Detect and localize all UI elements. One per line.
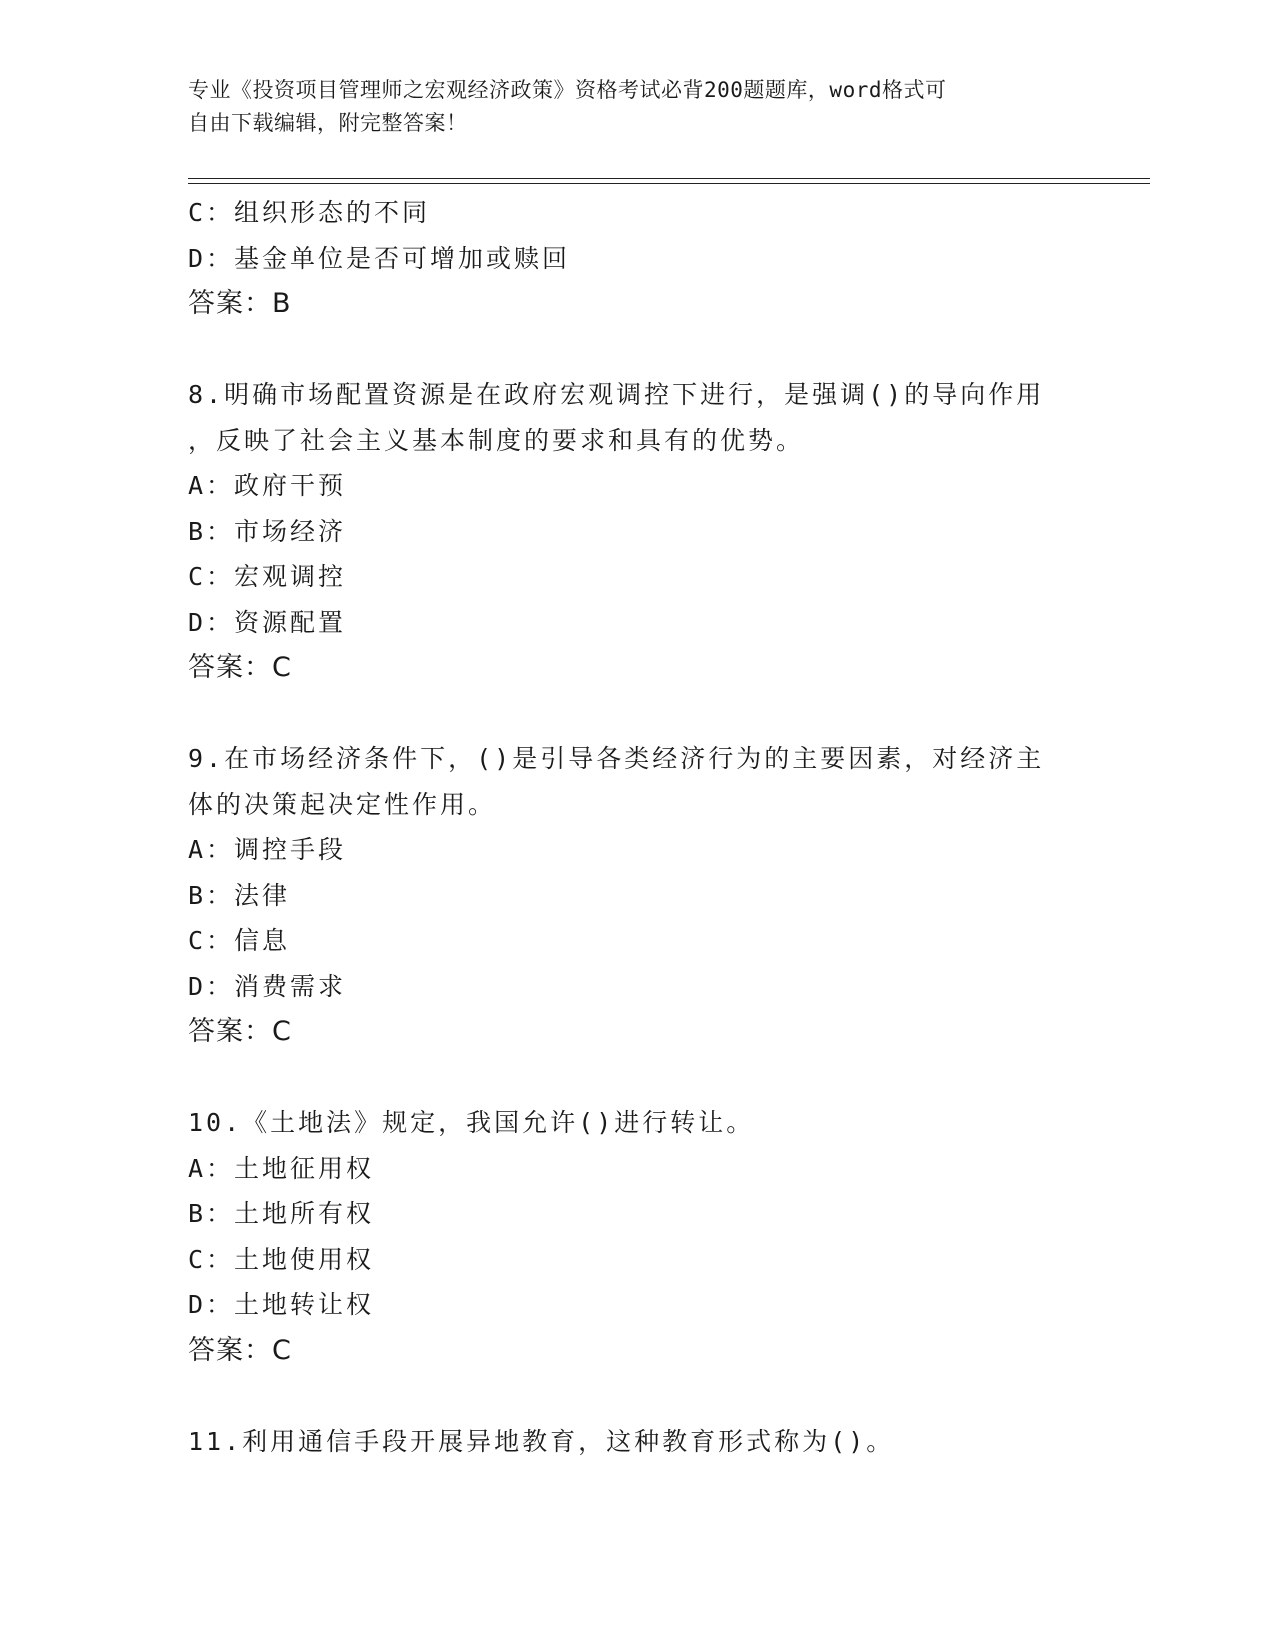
option-b: B：市场经济 <box>188 516 347 546</box>
spacer <box>188 327 1088 373</box>
spacer <box>188 1055 1088 1101</box>
question-8 <box>188 372 1088 691</box>
answer-line: 答案：C <box>188 652 292 683</box>
option-a: A：政府干预 <box>188 471 347 500</box>
option-a: A：土地征用权 <box>188 1153 375 1183</box>
answer-line: 答案：C <box>188 1334 292 1366</box>
spacer <box>188 1373 1088 1419</box>
question-9 <box>188 736 1088 1055</box>
option-c: C：信息 <box>188 926 291 955</box>
option-c: C：宏观调控 <box>188 562 347 591</box>
option-c: C：组织形态的不同 <box>188 198 431 227</box>
question-text-line-2: 体的决策起决定性作用。 <box>188 789 497 819</box>
option-c: C：土地使用权 <box>188 1244 375 1274</box>
question-text-line-1: 10.《土地法》规定，我国允许()进行转让。 <box>188 1108 755 1137</box>
header-divider-bottom <box>188 183 1150 184</box>
option-d: D：资源配置 <box>188 607 347 637</box>
question-text-line-1: 8.明确市场配置资源是在政府宏观调控下进行，是强调()的导向作用 <box>188 380 1045 409</box>
question-11 <box>188 1419 1088 1465</box>
option-b: B：土地所有权 <box>188 1199 375 1228</box>
option-a: A：调控手段 <box>188 835 347 864</box>
header-title-line-2: 自由下载编辑，附完整答案！ <box>188 111 468 135</box>
header-title-line-1: 专业《投资项目管理师之宏观经济政策》资格考试必背200题题库，word格式可 <box>188 78 947 102</box>
option-d: D：土地转让权 <box>188 1290 375 1319</box>
spacer <box>188 691 1088 737</box>
question-7-tail <box>188 190 1088 327</box>
question-list <box>188 190 1088 1464</box>
question-text-line-1: 11.利用通信手段开展异地教育，这种教育形式称为()。 <box>188 1426 895 1456</box>
question-10 <box>188 1100 1088 1373</box>
option-b: B：法律 <box>188 880 291 910</box>
answer-line: 答案：B <box>188 288 292 319</box>
header-divider-top <box>188 178 1150 179</box>
question-text-line-1: 9.在市场经济条件下，()是引导各类经济行为的主要因素，对经济主 <box>188 744 1045 773</box>
answer-line: 答案：C <box>188 1016 292 1047</box>
question-text-line-2: ，反映了社会主义基本制度的要求和具有的优势。 <box>188 425 805 455</box>
option-d: D：消费需求 <box>188 971 347 1001</box>
option-d: D：基金单位是否可增加或赎回 <box>188 243 571 273</box>
document-header <box>188 74 1088 140</box>
